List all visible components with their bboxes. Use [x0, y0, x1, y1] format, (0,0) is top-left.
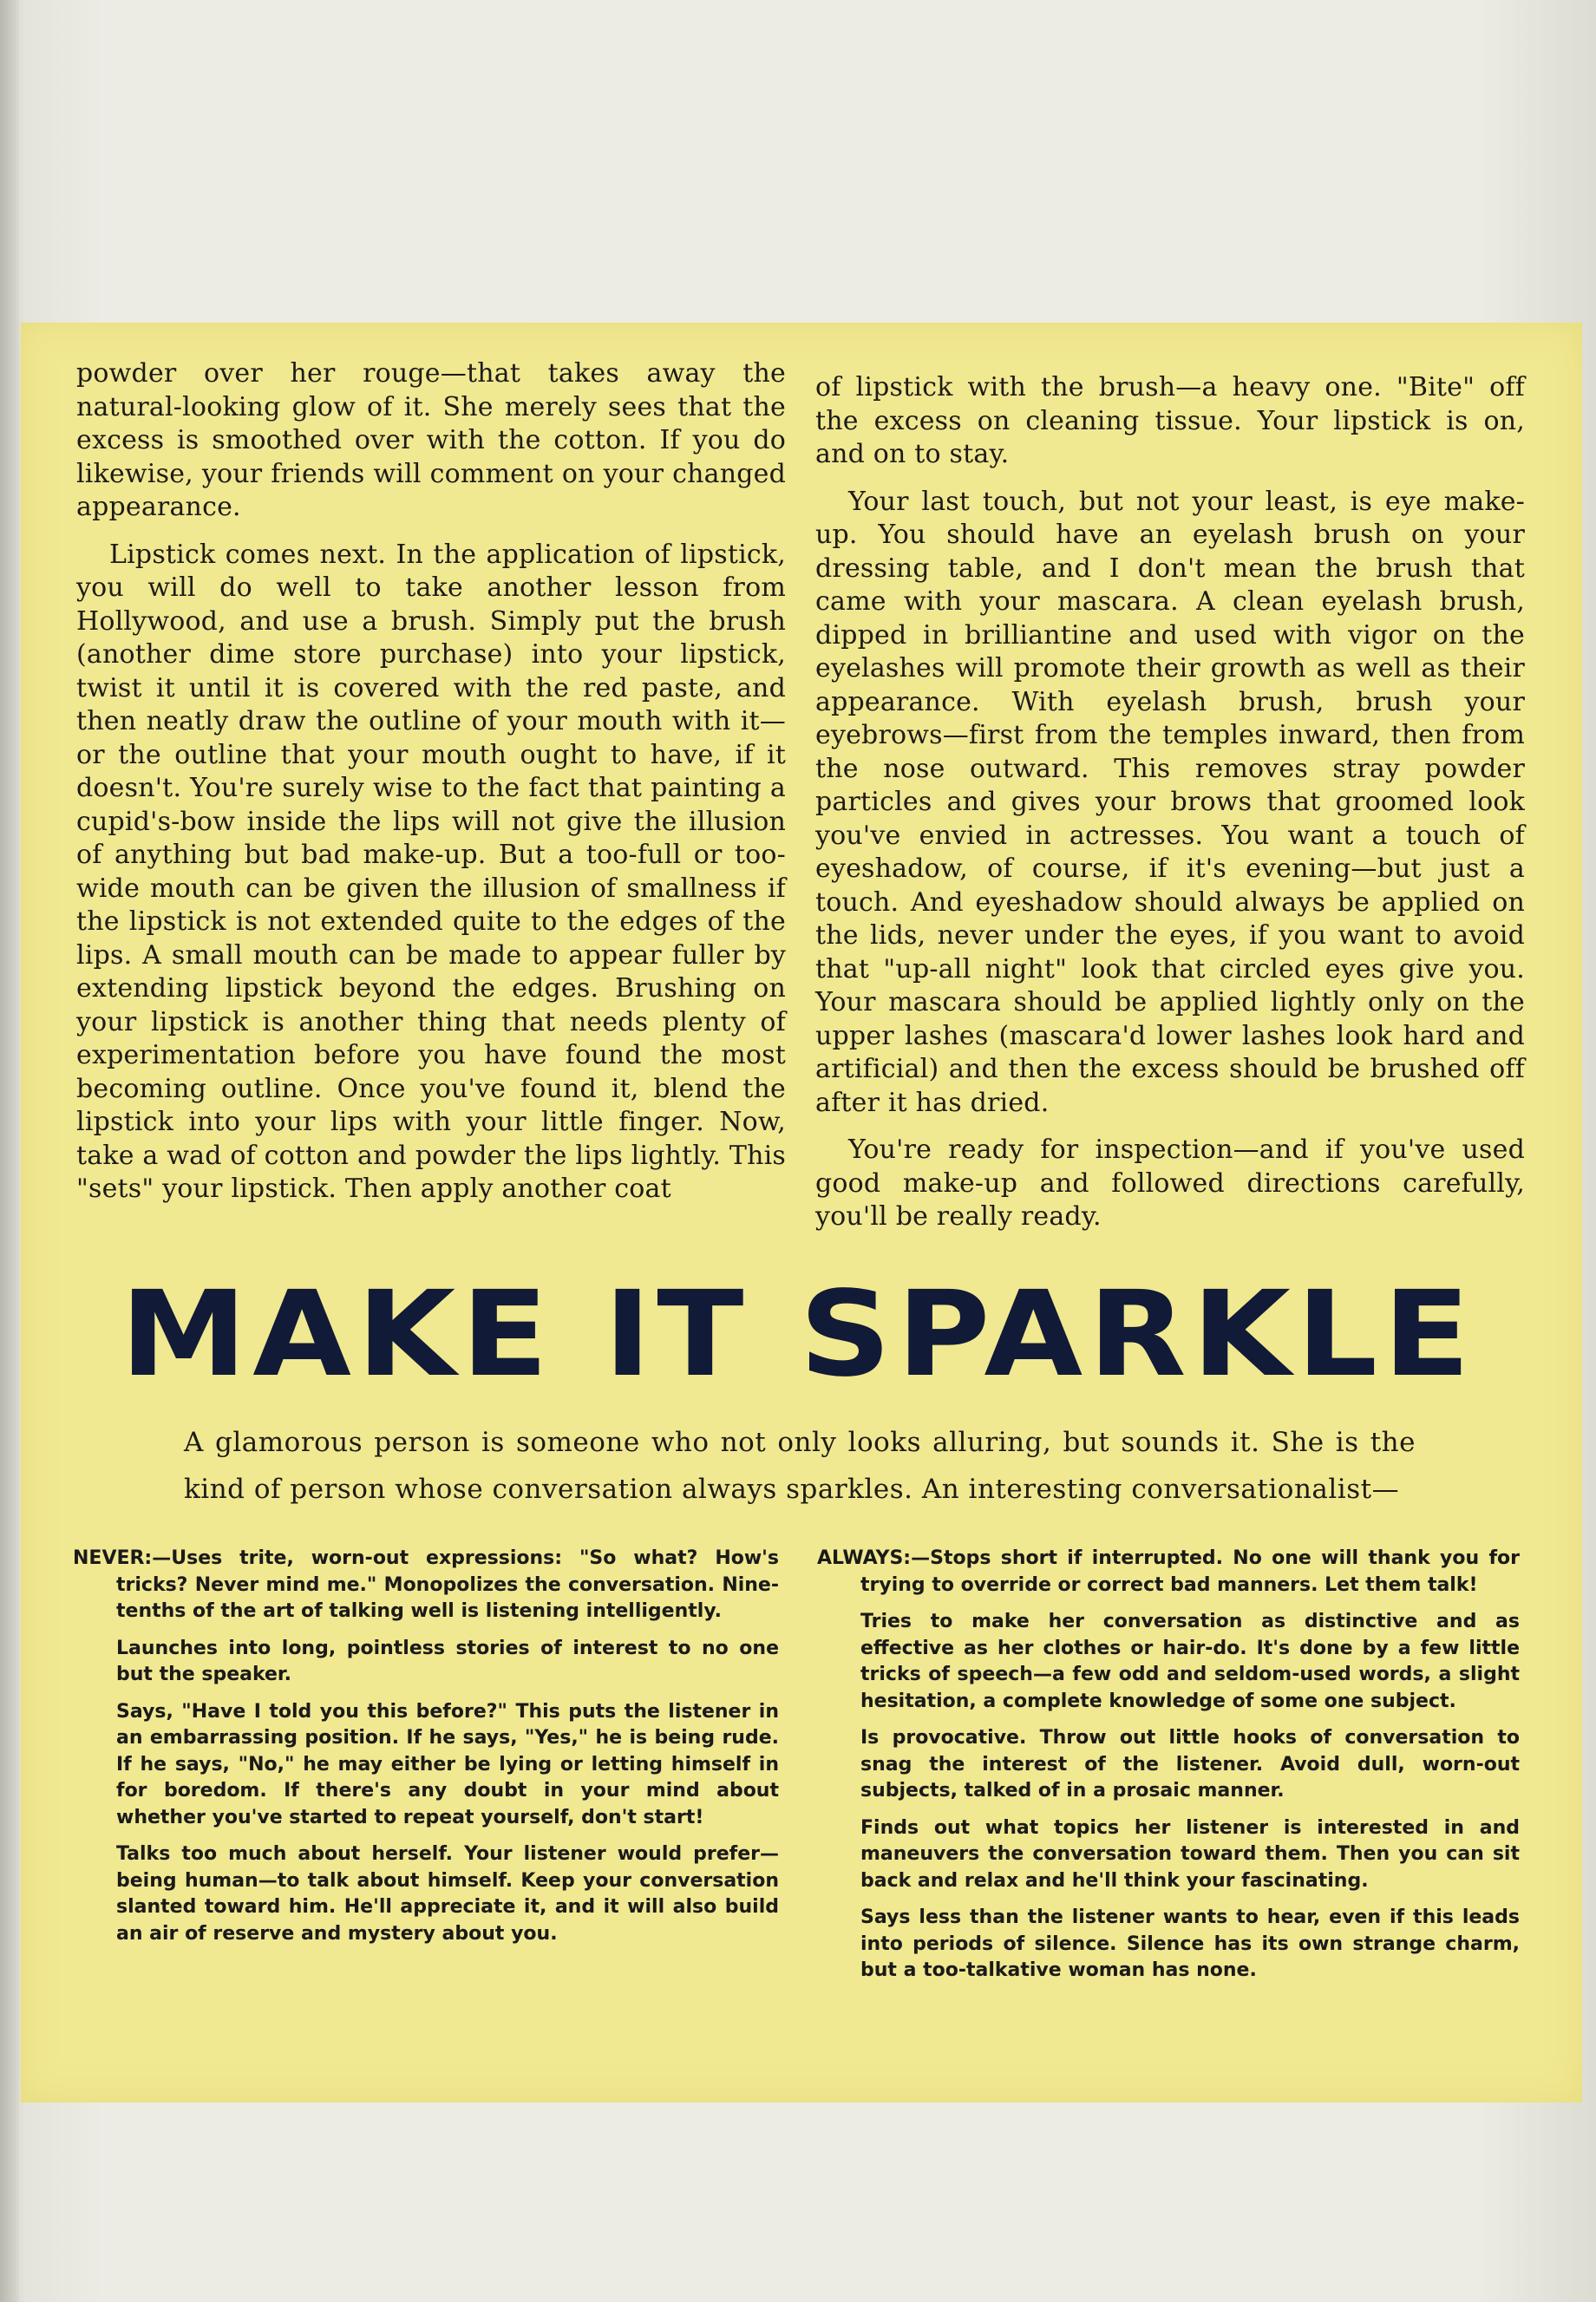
never-item-2: Launches into long, pointless stories of interest to no one but the speaker. — [116, 1637, 779, 1685]
article-right-column — [815, 371, 1525, 1248]
always-item-3: Is provocative. Throw out little hooks of conversation to snag the interest of the listener. Avoid dull, worn-out subjects, talked of in a prosaic manner. — [860, 1727, 1520, 1802]
never-item-4: Talks too much about herself. Your listener would prefer—being human—to talk about himself. Keep your conversation slanted toward him. He'll appreciate it, and it will also build an air of reserve and mystery about you. — [116, 1843, 779, 1945]
make-it-sparkle-headline: MAKE IT SPARKLE — [120, 1266, 1476, 1403]
always-item-1: ALWAYS:—Stops short if interrupted. No one will thank you for trying to override or correct bad manners. Let them talk! — [817, 1547, 1520, 1596]
article-left-column — [76, 357, 786, 1220]
never-column — [73, 1546, 779, 1958]
left-paragraph-1: powder over her rouge—that takes away the natural-looking glow of it. She merely sees that the excess is smoothed over with the cotton. If you do likewise, your friends will comment on your changed appearance. — [76, 358, 786, 522]
sparkle-intro: A glamorous person is someone who not only looks alluring, but sounds it. She is the kind of person whose conversation always sparkles. An interesting conversationalist— — [184, 1427, 1416, 1505]
always-item-2: Tries to make her conversation as distinctive and as effective as her clothes or hair-do. It's done by a few little tricks of speech—a few odd and seldom-used words, a slight hesitation, a complete knowledge of some one subject. — [860, 1611, 1520, 1712]
right-paragraph-1: of lipstick with the brush—a heavy one. "Bite" off the excess on cleaning tissue. Your lipstick is on, and on to stay. — [815, 372, 1525, 469]
never-item-3: Says, "Have I told you this before?" This puts the listener in an embarrassing position. If he says, "Yes," he is being rude. If he says, "No," he may either be lying or letting himself in for boredom. If there's any doubt in your mind about whether you've started to repeat yourself, don't start! — [116, 1700, 779, 1828]
always-item-5: Says less than the listener wants to hear, even if this leads into periods of silence. Silence has its own strange charm, but a too-talkative woman has none. — [860, 1906, 1520, 1981]
right-paragraph-2: Your last touch, but not your least, is eye make-up. You should have an eyelash brush on your dressing table, and I don't mean the brush that came with your mascara. A clean eyelash brush, dipped in brilliantine and used with vigor on the eyelashes will promote their growth as well as their appearance. With eyelash brush, brush your eyebrows—first from the temples inward, then from the nose outward. This removes stray powder particles and gives your brows that groomed look you've envied in actresses. You want a touch of eyeshadow, of course, if it's evening—but just a touch. And eyeshadow should always be applied on the lids, never under the eyes, if you want to avoid that "up-all night" look that circled eyes give you. Your mascara should be applied lightly only on the upper lashes (mascara'd lower lashes look hard and artificial) and then the excess should be brushed off after it has dried. — [815, 486, 1525, 1118]
right-paragraph-3: You're ready for inspection—and if you've used good make-up and followed directions carefully, you'll be really ready. — [815, 1135, 1525, 1232]
always-item-4: Finds out what topics her listener is interested in and maneuvers the conversation toward them. Then you can sit back and relax and he'll think your fascinating. — [860, 1816, 1520, 1892]
always-column — [817, 1546, 1520, 1995]
never-item-1: NEVER:—Uses trite, worn-out expressions: "So what? How's tricks? Never mind me." Monopolizes the conversation. Nine-tenths of the art of talking well is listening intelligently. — [73, 1547, 779, 1622]
page-gutter-shadow — [0, 0, 19, 2302]
left-paragraph-2: Lipstick comes next. In the application of lipstick, you will do well to take another lesson from Hollywood, and use a brush. Simply put the brush (another dime store purchase) into your lipstick, twist it until it is covered with the red paste, and then neatly draw the outline of your mouth with it—or the outline that your mouth ought to have, if it doesn't. You're surely wise to the fact that painting a cupid's-bow inside the lips will not give the illusion of anything but bad make-up. But a too-full or too-wide mouth can be given the illusion of smallness if the lipstick is not extended quite to the edges of the lips. A small mouth can be made to appear fuller by extending lipstick beyond the edges. Brushing on your lipstick is another thing that needs plenty of experimentation before you have found the most becoming outline. Once you've found it, blend the lipstick into your lips with your little finger. Now, take a wad of cotton and powder the lips lightly. This "sets" your lipstick. Then apply another coat — [76, 539, 786, 1204]
